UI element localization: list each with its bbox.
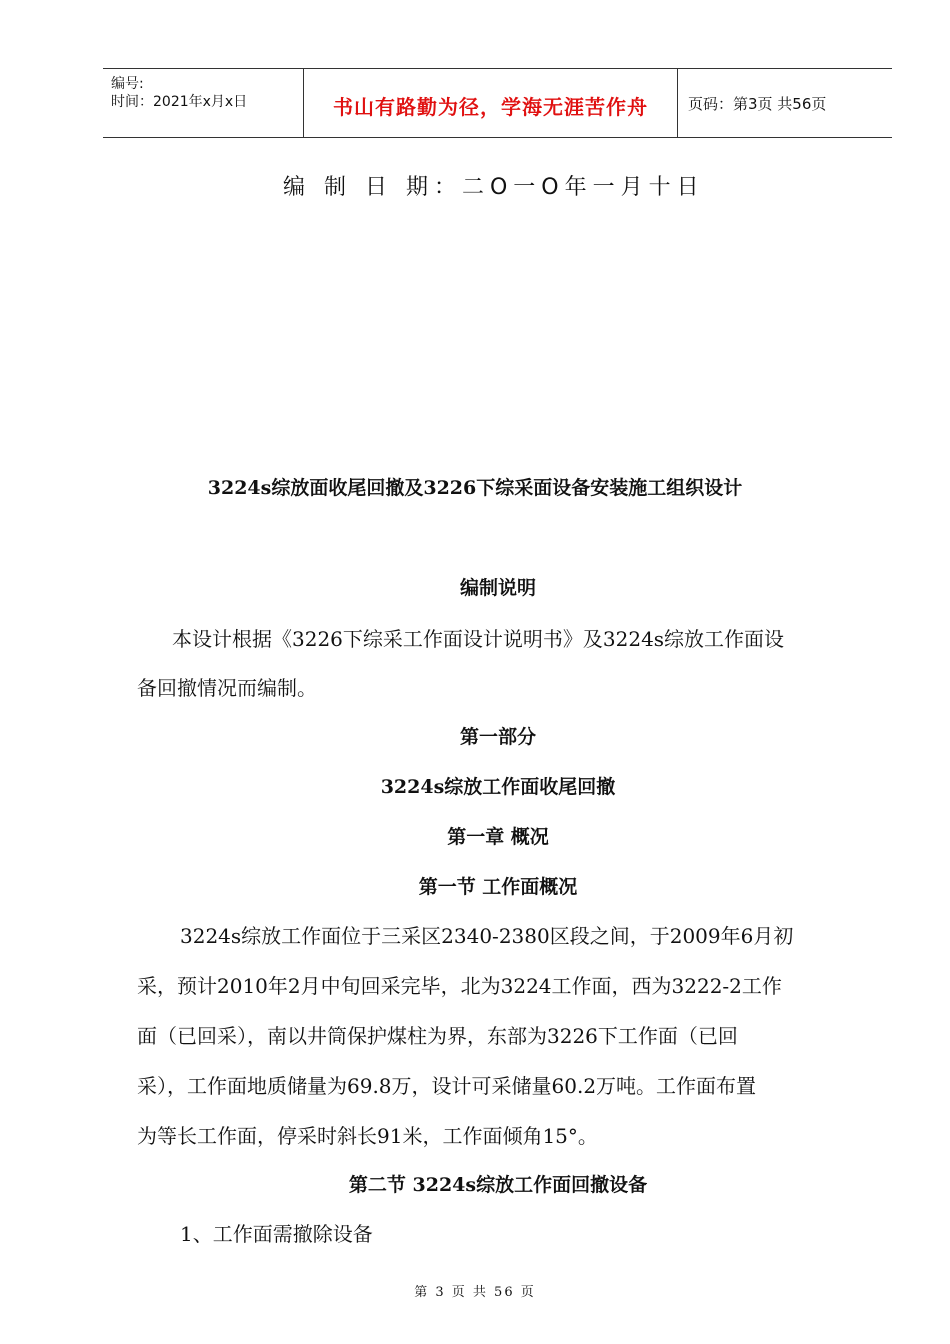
number-label: 编号: <box>111 76 144 92</box>
section2-heading: 第二节 3224s综放工作面回撤设备 <box>348 1174 648 1196</box>
page-footer: 第 3 页 共 56 页 <box>414 1285 536 1300</box>
body-line-2: 采，预计2010年2月中旬回采完毕，北为3224工作面，西为3222-2工作 <box>137 974 782 998</box>
intro-line-1: 本设计根据《3226下综采工作面设计说明书》及3224s综放工作面设 <box>172 627 785 651</box>
part-heading: 第一部分 <box>459 726 536 748</box>
motto: 书山有路勤为径，学海无涯苦作舟 <box>333 95 648 119</box>
part-title: 3224s综放工作面收尾回撤 <box>380 776 616 798</box>
compile-date: 编 制 日 期：二O一O年一月十日 <box>283 175 705 200</box>
body-line-4: 采），工作面地质储量为69.8万，设计可采储量60.2万吨。工作面布置 <box>137 1074 757 1098</box>
compile-note-heading: 编制说明 <box>459 577 536 599</box>
time-label: 时间：2021年x月x日 <box>111 94 248 110</box>
document-title: 3224s综放面收尾回撤及3226下综采面设备安装施工组织设计 <box>207 477 743 499</box>
page-label: 页码：第3页 共56页 <box>688 95 827 113</box>
body-line-3: 面（已回采），南以井筒保护煤柱为界，东部为3226下工作面（已回 <box>137 1024 738 1048</box>
header-table <box>103 68 892 138</box>
intro-line-2: 备回撤情况而编制。 <box>137 676 317 700</box>
body-line-1: 3224s综放工作面位于三采区2340-2380区段之间，于2009年6月初 <box>180 924 794 948</box>
section1-heading: 第一节 工作面概况 <box>418 876 578 898</box>
body-line-5: 为等长工作面，停采时斜长91米，工作面倾角15°。 <box>137 1124 598 1148</box>
header-meta-cell <box>103 69 304 137</box>
header-motto-cell <box>304 69 678 137</box>
chapter-heading: 第一章 概况 <box>447 826 549 848</box>
header-page-cell <box>678 69 892 137</box>
list-item-1: 1、工作面需撤除设备 <box>180 1222 373 1246</box>
